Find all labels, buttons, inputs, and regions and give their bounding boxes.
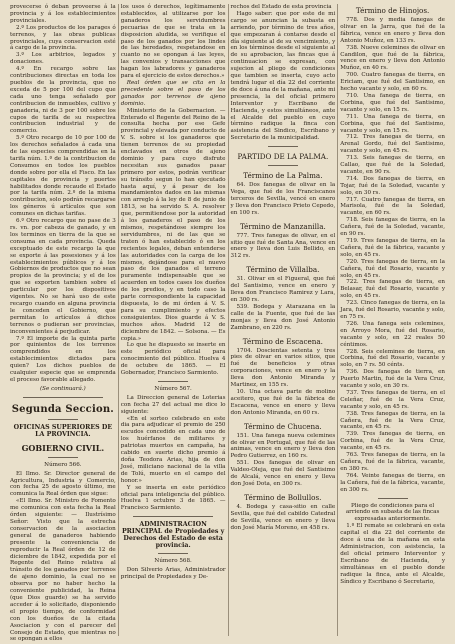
notice-number: Número 566. xyxy=(44,461,82,468)
paragraph: Ministerio de la Gobernacion. — Enterado el Regente del Reino de la consulta hecha por ese Gefe provincial y elevada por conducto de V. S. sobre si los ganaderos que tienen terrenos de su propiedad enclavados en otros de ajeno dominio y para cuyo disfrute necesitan sus ganados pasar primero por estos, podrán verificar su tránsito segun lo han ejecutado hasta aquí, y á pesar de los mandamientos dados en las mismas con arreglo á la ley de 8 de junio de 1813, se ha servido S. A. resolver que, permitiendose por la autoridad á los ganaderos el paso de los mismos, respetándose siempre los servidumbres, ni de las que se traten ó han establecido ó en los recientes legales, deban entenderse las autoridades con la carga de los mismos, dejándose para el nuevo paso de los ganados el terreno puramente indispensable que se acuerden en todos cases los dueños de los predios, y en todo caso la parte correspondiente la capacidad dispuesta, lo de mi órden á V. S. para su cumplimiento y efectos consiguientes. Dios guarde á V. S. muchos años. Madrid 12 de diciembre de 1842. — Solsona. — Es copia.» xyxy=(120,107,226,342)
divider xyxy=(268,165,298,166)
divider xyxy=(158,381,188,382)
divider xyxy=(158,553,188,554)
term-title: Término de Manzanilla. xyxy=(239,221,326,231)
column-3 xyxy=(228,4,338,636)
paragraph: 763. Tres fanegas de tierra, en la Cañera, fué de la fábrica, vacante, en 380 rs. xyxy=(340,452,445,472)
paragraph: 723. Cinco fanegas de tierra, en la Jara, fué del Rosario, vacante y solo, en 75 rs. xyxy=(340,300,445,320)
paragraph: «El Ilmo. Sr. Ministro de Fomento me comunica con esta fecha la Real órden siguiente: — Ilustrísimo Señor: Visto que la estrecha conservacion de la asociacion general de ganaderos habiendo presente la conveniencia de reproducir la Real órden de 12 de diciembre de 1842, expedida por el Regente del Reino relativa al tránsito de los ganados por terrenos de ajeno dominio, la cual no se observa por no haber hecho la conveniente publicidad, la Reina (que Dios guarde) se ha servido acceder á lo solicitado, disponiendo el propio tiempo, de conformidad con los dueños de la citada Asociacion y con el parecer del Consejo de Estado, que mientras no se opongan a ellos xyxy=(10,498,116,643)
paragraph: 1704. Doscientas setenta y tres pies de olivar en varios sitios, que fué de beneficios y otras corporaciones, vence en enero y la lleva don Antonio Miranda y Martinez, en 155 rs. xyxy=(230,347,336,389)
paragraph: «En el sorteo celebrado en este dia para adjudicar el premio de 250 escudos concedido en cada uno de los huérfanos de militares y patriotas muertos en campaña, ha cabido en suerte dicho premio á doña Teodora Arias, hija de don José, miliciano nacional de la villa de Tolú, muerto en el campo del honor.» xyxy=(120,415,226,484)
divider xyxy=(133,516,213,517)
term-title: Término de Bollullos. xyxy=(244,492,322,502)
paragraph: 10. Una octava parte de molino aceitero, que fué de la fábrica de Escacena, vence en enero y lleva don Antonio Miranda, en 60 rs. xyxy=(230,388,336,416)
divider xyxy=(23,397,103,398)
paragraph: Don Silverio Arias, Administrador principal de Propiedades y De- xyxy=(120,567,226,581)
paragraph: 764. Veinte fanegas de tierra, en la Cañera, fué de la fábrica, vacante, en 300 rs. xyxy=(340,472,445,493)
paragraph: los usos ó derechos, legítimamente establecidos, al utilizarse por los ganaderos los servidumbres pecuarias de que se trata en la disposicion aludida, se verifique el paso de los ganados por los lindes de las heredades, respetandose en cuanto no se opongan á las leyes, las convenios y transacciones que hagan los labradores y ganaderos para el ejercicio de estos derechos.» xyxy=(120,4,226,80)
paragraph: 737. Tres fanegas de tierra, en el Celeñar, fué de la Vera Cruz, vacante y solo, en 45 rs. xyxy=(340,389,445,410)
paragraph: 31. Olivar en el Figueral, que fué del Santisimo, vence en enero y lleva don Francisco Ramirez y Lara, en 300 rs. xyxy=(230,276,336,303)
paragraph: 736. Dos fanegas de tierra, en Puerto Martin, fué de la Vera Cruz, vacante y solo, en 30 rs. xyxy=(340,369,445,390)
section-title: Segunda Seccion. xyxy=(11,403,114,415)
office-title: OFICINAS SUPERIORES DE LA PROVINCIA. xyxy=(13,423,113,438)
paragraph: 5.º Otro recargo de 10 por 100 de los derechos señalados á cada una de las especies comprendidas en la tarifa núm. 1.º de la contribucion de Consumos en todos los pueblos donde sobre por ella el Fisco. En las capitales de provincia y puertos habilitados donde recaude el Estado por la tarifa núm. 2.º de la misma contribucion, solo podrán recargarse los géneros ú artículos que son comunes en dichas tarifas. xyxy=(10,135,116,218)
paragraph: 777. Tres fanegas de olivar, en el sitio que fué de Santa Ana, vence en enero y lleva don Luis Bellido, en 312 rs. xyxy=(230,232,336,260)
paragraph: 64. Dos fanegas de olivar en la Vega, que fué de los Franciscanos terceros de Sevilla, vencé en enero y lleva don Francisco Prieto Cepedo, en 100 rs. xyxy=(230,182,336,216)
column-4 xyxy=(337,4,447,636)
paragraph: 4.º En recargo sobre las contribuciones directas en toda los pueblos de la provincia, que no exceda de 5 por 100 del cupo que cada uno tenga señalado por contribucion de inmuebles, cultivo y ganaderia, ni de 3 por 100 sobre los cupos de tarifa de su respectiva contribucion industrial y de comercio. xyxy=(10,66,116,135)
paragraph: 151. Una fanega nueva celemines de olivar en Portugal, que fué de las animas, vence en enero y lleva don Pedro Gutierrez, en 160 rs. xyxy=(230,432,336,460)
divider xyxy=(48,419,78,420)
paragraph: Lo que he dispuesto se inserte en este periódico oficial para conocimiento del público. Huelva 4 de octubre de 1865. — El Gobernador, Francisco Sarmiento. xyxy=(120,342,226,377)
paragraph: 2.º Los productos de los parages ó terrenos, y las obras publicas provinciales, cuya conservacion esté á cargo de la provincia. xyxy=(10,24,116,52)
paragraph: 711. Una fanega de tierra, en Corbina, que fué del Santisimo, vacante y solo, en 15 rs. xyxy=(340,113,445,134)
paragraph: 714. Dos fanegas de tierra, en Tojar, fué de la Soledad, vacante y solo, en 30 rs. xyxy=(340,175,445,196)
paragraph: provecerse ó deban proveerse á la provincia y á los establecimientos provinciales. xyxy=(10,4,116,24)
newspaper-page xyxy=(8,4,447,643)
paragraph: 4. Bodega y casa-sitio en calle Sevilla, que fué del cabildo Catedral de Sevilla, vence en enero y lleva don José María Moreno, en 458 rs. xyxy=(230,503,336,531)
paragraph: 738. Tres fanegas de tierra, en la Cañera, fué de la Vera Cruz, vacante, en 45 rs. xyxy=(340,410,445,431)
paragraph: 710. Una fanega de tierra, en Corbina, que fué del Santisimo, vacante y solo, en 15 rs. xyxy=(340,92,445,113)
divider xyxy=(268,146,298,147)
paragraph: 728. Seis celemines de tierra, en Corbina, fué del Rosario, vacante y solo, en 7 rs. 50 cénts. xyxy=(340,348,445,369)
district-title: PARTIDO DE LA PALMA. xyxy=(237,152,329,162)
paragraph: La Direccion general de Loterias con fecha 27 del actual me dice lo siguiente: xyxy=(120,394,226,415)
divider xyxy=(48,457,78,458)
term-title: Término de Escacena. xyxy=(242,336,323,346)
admin-title: ADMINISTRACION PRINCIPAL de Propiedades y Derechos del Estado de esta provincia. xyxy=(121,521,225,550)
continue-mark: (Se continuará.) xyxy=(39,385,86,392)
paragraph: 718. Seis fanegas de tierra, en la Cañera, fué de la Soledad, vacante, en 90 rs. xyxy=(340,217,445,238)
column-1 xyxy=(8,4,118,643)
paragraph: 739. Tres fanegas de tierra, en Corbina, fué de la Vera Cruz, vacante, en 45 rs. xyxy=(340,431,445,452)
term-title: Término de La Palma. xyxy=(243,171,323,181)
paragraph: 1.º El remate se celebrará en esta capital el dia 22 del corriente de doce á una de la mañana en esta Administracion, con asistencia, la del oficial primero Interventor y Escribano de Hacienda, y simultáneas en el pueblo donde radique la finca, ante el Alcalde, Síndico y Escribano ó Secretario, xyxy=(340,523,445,585)
paragraph: rechos del Estado de esta provincia xyxy=(230,4,332,10)
conditions-title: Pliego de condiciones para el arriendo en subasta de las fincas expresadas anteriormente. xyxy=(345,502,440,523)
paragraph: 7.º El importe de la quinta parte por quinientos de los terrenos comprendidos en los establecimientos dictados para quien? Los dichos pueblos de cualquier especie que se emprenda el proceso favorable allegado. xyxy=(10,335,116,383)
paragraph: 719. Tres fanegas de tierra, en la Cañera, fué de la fábrica, vacante y solo, en 45 rs. xyxy=(340,238,445,258)
paragraph: 551. Dos fanegas de olivar en Valdeo-Oleja, que fué del Santisimo de Alcalá, vence en enero y lleva don José Dota, en 300 rs. xyxy=(230,460,336,487)
paragraph: 3.º Los arbitrios, legados y donaciones. xyxy=(10,52,116,66)
divider xyxy=(378,498,408,499)
paragraph: 713. Seis fanegas de tierra, en Callao, que fué de la Soledad, vacante, en 90 rs. xyxy=(340,155,445,175)
paragraph: El Ilmo. Sr. Director general de Agricultura, Industria y Comercio, con fecha 25 de agosto último, me comunica la Real órden que sigue: xyxy=(10,470,116,498)
paragraph: Real órden que se cita en la precedente sobre el paso de los ganados por terrenos de ajeno dominio. xyxy=(120,79,226,107)
gov-title: GOBIERNO CIVIL. xyxy=(21,442,105,453)
paragraph: 539. Bodega y Atarazana en la calle de la Fuente, que fué de las monjas y lleva don José Antonio Zambrano, en 220 rs. xyxy=(230,303,336,331)
paragraph: 726. Una fanega seis celemines, en Arroyo Mora, fué del Rosario, vacante y solo, en 22 reales 50 céntimos. xyxy=(340,320,445,348)
paragraph: Hago saber: que por este de mi cargo se anuncian la subasta en arriendo, por término de tres años, que empezaran á contarse desde el día siguiente al de su vencimiento, y en los términos desde el siguiente al de su aprobacion, las fincas que á continuacion se expresan, con sujecion al pliego de condiciones que tambien se inserta, cuyo acto tendrá lugar el día 22 del corriente de doce á una de la mañana, ante mi presencia, la del oficial primero Interventor y Escribano de Hacienda, y estos simultáneos, ante el Alcalde del pueblo en cuyo término radique la finca con asistencia del Sindico, Escribano y Secretario de la municipalidad. xyxy=(230,10,336,142)
paragraph: 700. Cuatro fanegas de tierra, en Ericiam, que fué del Santisimo, en hecho vacante y solo, en 60 rs. xyxy=(340,72,445,93)
notice-number: Número 567. xyxy=(154,385,192,392)
column-2 xyxy=(118,4,228,636)
paragraph: 720. Tres fanegas de tierra, en la Cañera, fué del Rosario, vacante y solo, en 45 rs. xyxy=(340,258,445,279)
term-title: Término de Villalba. xyxy=(246,265,320,275)
term-title: Término de Chucena. xyxy=(244,421,322,431)
paragraph: 6.º Otro recargo que no pase de 3 rs. vn. por cabeza de ganado, y en los terminos en tierra de la que se consuma en cada provincia. Queda exceptuado de este recargo la que se exporte á las posesiones y á los establecimientos públicos y á los Gobiernos de productos que no sean propios de la provincia; y el de los que se exporten tambien sobre el particular por los dispositivos vigentes. No se hará uso de este recargo cuando en alguna provincia le conceden el Gobierno, que permitan lo artículos á dichos terrenos o pudieran ser provincias, inconvenientes á perjudicar. xyxy=(10,218,116,335)
paragraph: 717. Cuatro fanegas de tierra, en Marisola, fué de la Soledad, vacante, en 60 rs. xyxy=(340,196,445,217)
paragraph: 712. Tres fanegas de tierra, en Arenal Gordo, fué del Santisimo, vacante y solo, en 45 rs. xyxy=(340,134,445,155)
notice-number: Número 568. xyxy=(154,558,192,565)
paragraph: 778. Dos y media fanegas de olivar en la Jarra, que fué de la fábrica, vence en enero y lleva don Antonio Muñoz, en 133 rs. xyxy=(340,17,445,44)
term-title: Término de Hinojos. xyxy=(355,6,430,15)
paragraph: 722. Tres fanegas de tierra, en Belasar, fué del Rosario, vacante y solo, en 45 rs. xyxy=(340,279,445,300)
paragraph: Y se inserta en este periódico oficial para inteligencia del público. Huelva 1 octubre 3 de 1865. — Francisco Sarmiento. xyxy=(120,484,226,512)
paragraph: 738. Nueve celemines de olivar en Candilon, que fué de la fábrica, vence en enero y lleva don Antonio Muñoz, en 40 rs. xyxy=(340,44,445,72)
